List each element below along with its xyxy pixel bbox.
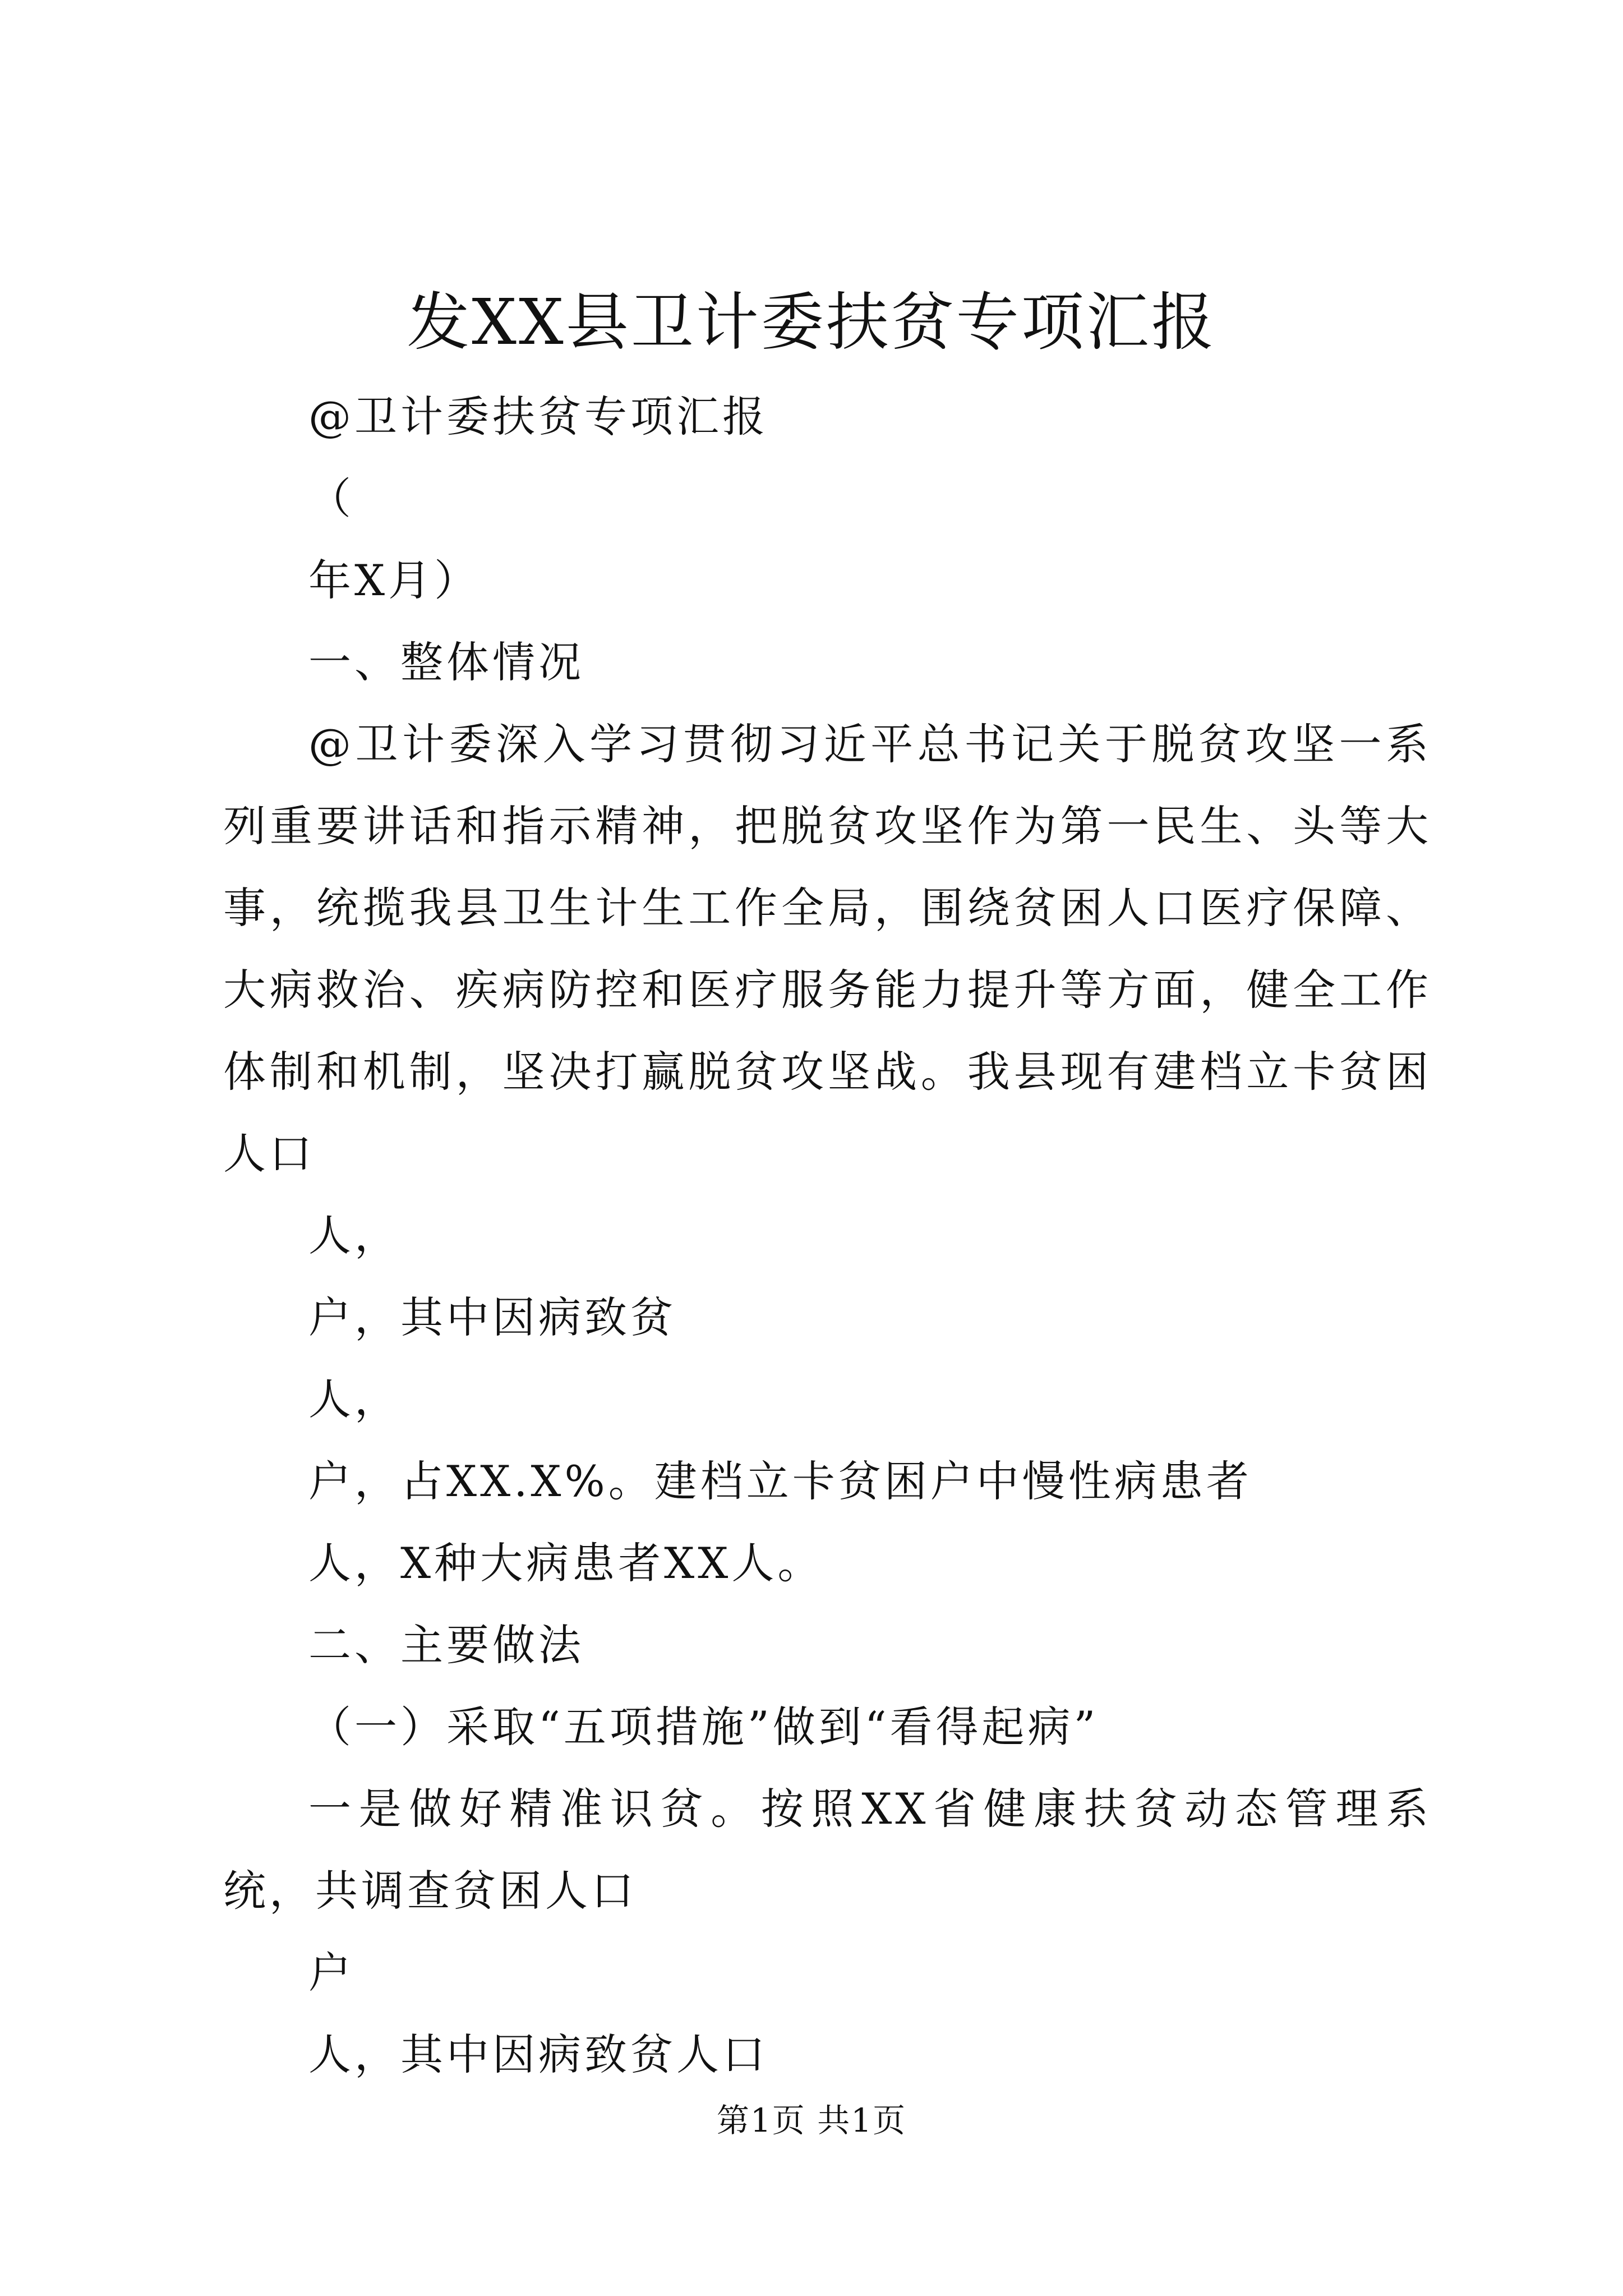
section-heading: 一、整体情况: [308, 637, 584, 687]
body-paragraph: 一是做好精准识贫。按照XX省健康扶贫动态管理系统，共调查贫困人口: [223, 1784, 1432, 1916]
page-footer: 第1页 共1页: [716, 2101, 907, 2139]
body-line: @卫计委扶贫专项汇报: [308, 392, 768, 441]
body-line: 户，占XX.X%。建档立卡贫困户中慢性病患者: [308, 1456, 1252, 1506]
section-heading: 二、主要做法: [308, 1620, 584, 1670]
body-line: 户: [308, 1948, 354, 1998]
body-line: （: [308, 473, 354, 523]
document-title: 发XX县卫计委扶贫专项汇报: [407, 286, 1216, 359]
body-paragraph: @卫计委深入学习贯彻习近平总书记关于脱贫攻坚一系列重要讲话和指示精神，把脱贫攻坚作为第一民生、头等大事，统揽我县卫生计生工作全局，围绕贫困人口医疗保障、大病救治、疾病防控和医疗服务能力提升等方面，健全工作体制和机制，坚决打赢脱贫攻坚战。我县现有建档立卡贫困人口: [223, 719, 1432, 1179]
body-line: 户，其中因病致贫: [308, 1292, 676, 1342]
body-line: 人，: [308, 1374, 400, 1424]
body-line: 人，X种大病患者XX人。: [308, 1538, 824, 1588]
subsection-heading: （一）采取“五项措施”做到“看得起病”: [308, 1702, 1099, 1752]
body-line: 人，: [308, 1211, 400, 1260]
body-line: 人，其中因病致贫人口: [308, 2030, 768, 2079]
document-body: [223, 376, 1432, 2096]
body-line: 年X月）: [308, 555, 481, 605]
